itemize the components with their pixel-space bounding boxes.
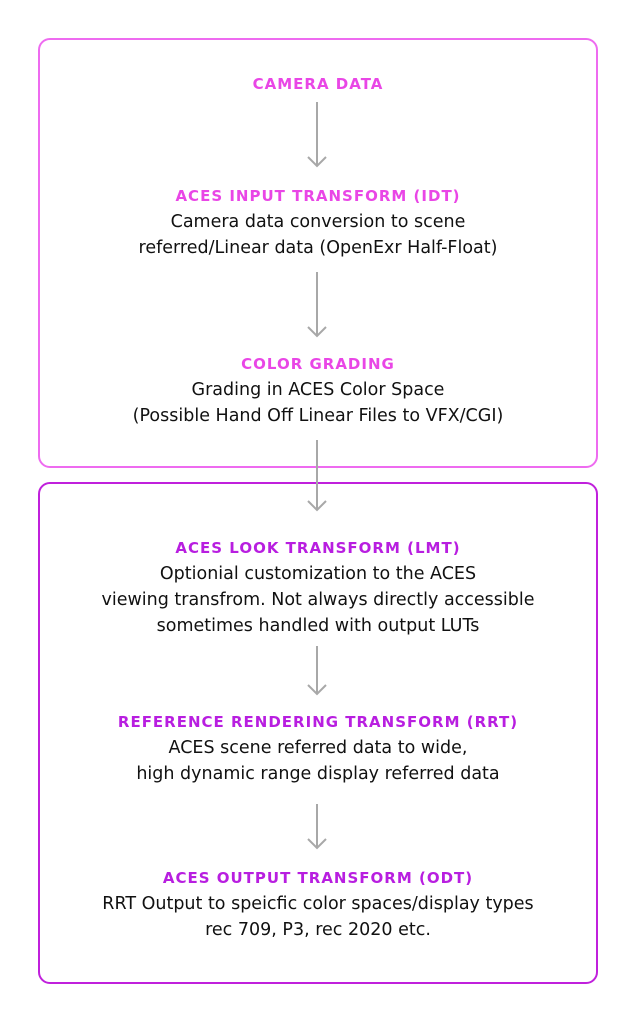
node-title: CAMERA DATA	[252, 75, 384, 93]
node-desc-line: rec 709, P3, rec 2020 etc.	[205, 920, 431, 940]
node-desc-line: Optionial customization to the ACES	[159, 564, 477, 584]
flow-arrow-5	[305, 804, 329, 852]
node-camera-data	[38, 74, 598, 94]
node-look-transform	[38, 538, 598, 639]
node-title: COLOR GRADING	[241, 355, 395, 373]
node-desc-line: Camera data conversion to scene	[170, 212, 466, 232]
node-color-grading	[38, 354, 598, 429]
node-desc-line: RRT Output to speicfic color spaces/display types	[102, 894, 534, 914]
node-desc-line: viewing transfrom. Not always directly accessible	[101, 590, 535, 610]
node-desc-line: Grading in ACES Color Space	[191, 380, 445, 400]
flow-arrow-2	[305, 272, 329, 340]
node-title: ACES INPUT TRANSFORM (IDT)	[175, 187, 461, 205]
node-desc-line: high dynamic range display referred data	[136, 764, 500, 784]
node-desc-line: ACES scene referred data to wide,	[168, 738, 468, 758]
node-title: ACES LOOK TRANSFORM (LMT)	[175, 539, 461, 557]
node-desc-line: sometimes handled with output LUTs	[156, 616, 480, 636]
node-title: ACES OUTPUT TRANSFORM (ODT)	[162, 869, 474, 887]
node-output-transform	[38, 868, 598, 943]
flow-arrow-3	[305, 440, 329, 512]
node-desc-line: (Possible Hand Off Linear Files to VFX/CGI)	[132, 406, 504, 426]
node-reference-rendering-transform	[38, 712, 598, 787]
flow-arrow-4	[305, 646, 329, 698]
node-title: REFERENCE RENDERING TRANSFORM (RRT)	[117, 713, 519, 731]
node-input-transform	[38, 186, 598, 261]
node-desc-line: referred/Linear data (OpenExr Half-Float)	[138, 238, 498, 258]
flow-arrow-1	[305, 102, 329, 170]
